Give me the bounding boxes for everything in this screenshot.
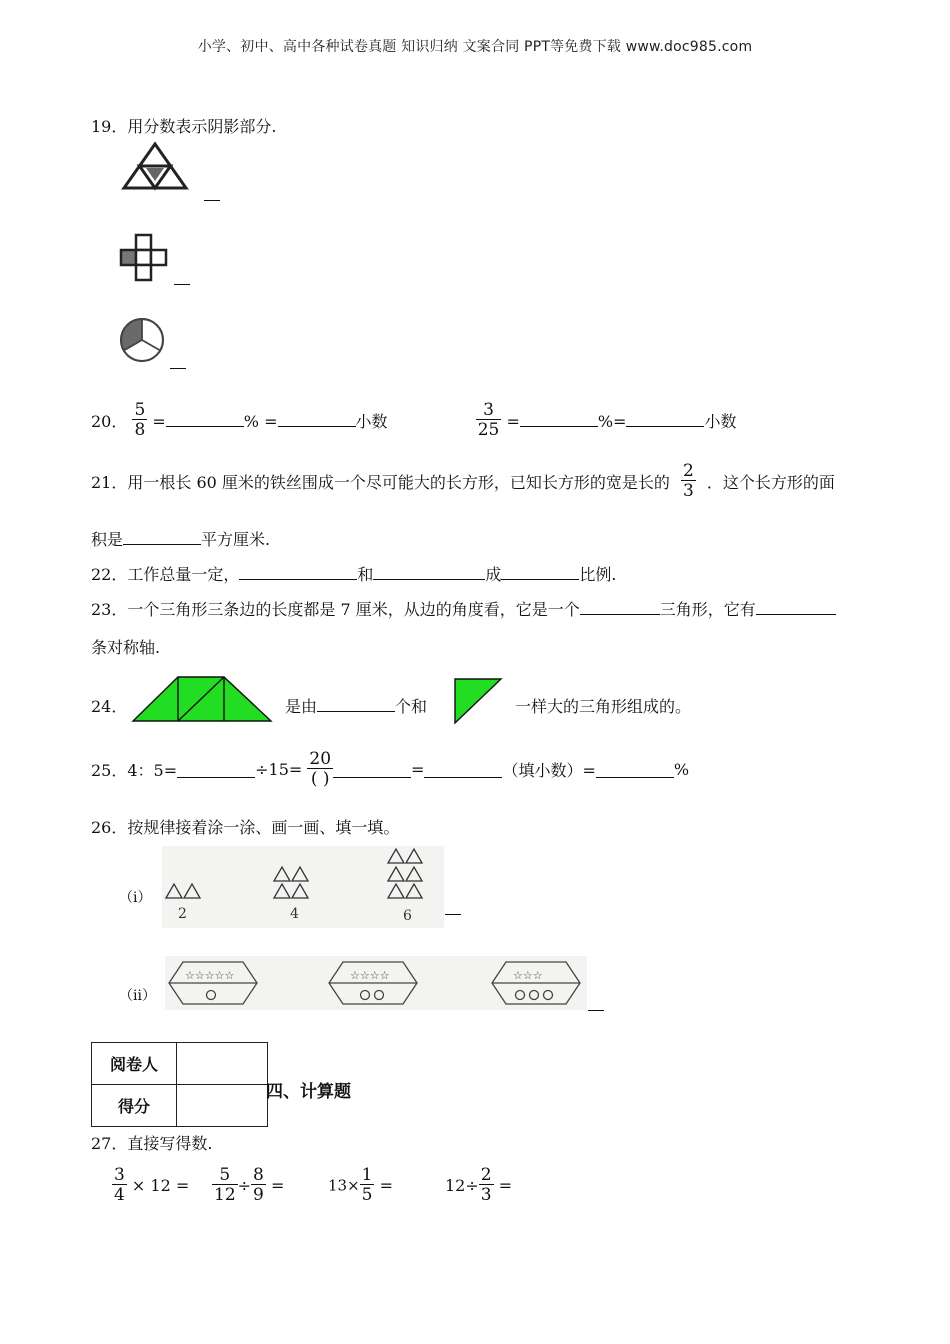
q23-text-b: 三角形，它有 — [659, 600, 756, 619]
q26-text: 26．按规律接着涂一涂、画一画、填一填。 — [91, 818, 400, 837]
q26-i-label: （i） — [119, 890, 152, 906]
q21-line2 — [91, 527, 270, 550]
pct: %= — [597, 412, 627, 431]
fraction-3-4 — [112, 1167, 127, 1204]
q19-answer-3[interactable] — [170, 354, 186, 373]
numerator: 1 — [361, 1165, 373, 1185]
svg-text:☆☆☆☆☆: ☆☆☆☆☆ — [185, 969, 235, 982]
expr-2-rest: = — [270, 1176, 285, 1195]
denominator: 3 — [480, 1185, 492, 1205]
reviewer-cell[interactable] — [177, 1043, 268, 1085]
q25-blank-3[interactable] — [424, 761, 502, 778]
q25-blank-1[interactable] — [177, 761, 255, 778]
percent-blank-2[interactable] — [520, 410, 598, 427]
denominator: 3 — [683, 481, 694, 501]
q24-num: 24． — [91, 697, 128, 716]
numerator: 3 — [476, 402, 502, 420]
q19-text: 19．用分数表示阴影部分. — [91, 117, 277, 136]
q22-text-d: 比例. — [579, 565, 617, 584]
q20-num: 20． — [91, 412, 128, 431]
triangle-figure — [120, 140, 190, 192]
q23-line2: 条对称轴. — [91, 638, 161, 657]
denominator: 25 — [477, 420, 500, 440]
numerator: 2 — [683, 461, 694, 481]
q22-text-a: 22．工作总量一定， — [91, 565, 240, 584]
numerator: 8 — [253, 1165, 264, 1185]
q25 — [91, 751, 689, 788]
decimal-blank-2[interactable] — [626, 410, 704, 427]
q24-text-b: 个和 — [395, 697, 428, 716]
q22-text-c: 成 — [485, 565, 502, 584]
right-triangle-figure — [453, 677, 503, 725]
q23-text-a: 23．一个三角形三条边的长度都是 7 厘米，从边的角度看，它是一个 — [91, 600, 580, 619]
q25-blank-4[interactable] — [596, 761, 674, 778]
sequence-i-panel — [162, 846, 444, 928]
fraction-2-3 — [681, 463, 696, 500]
op: ÷ — [237, 1176, 252, 1195]
q20 — [91, 402, 736, 439]
expr-4-pre: 12÷ — [445, 1176, 479, 1195]
q23-blank-2[interactable] — [756, 598, 836, 615]
q25-text-e: % — [673, 760, 690, 779]
fraction-1-5 — [360, 1167, 375, 1204]
reviewer-label: 阅卷人 — [92, 1043, 177, 1085]
eq: = — [264, 412, 278, 431]
expr-1 — [112, 1167, 189, 1204]
q21-line1 — [91, 463, 835, 500]
q22-blank-1[interactable] — [239, 563, 357, 580]
trapezoid-figure — [130, 674, 274, 724]
score-label: 得分 — [92, 1085, 177, 1127]
q25-text-c: = — [411, 760, 425, 779]
expr-4 — [445, 1167, 512, 1204]
pct: % — [243, 412, 259, 431]
denominator: 8 — [134, 420, 146, 440]
q27-text: 27．直接写得数. — [91, 1134, 213, 1153]
q22 — [91, 562, 617, 585]
q25-blank-2[interactable] — [333, 761, 411, 778]
q26-i-answer[interactable] — [445, 900, 461, 919]
triangle-sequence — [162, 846, 444, 928]
q23-line1 — [91, 597, 836, 620]
pie-figure — [116, 316, 168, 364]
q22-blank-2[interactable] — [373, 563, 485, 580]
q26-ii-answer[interactable] — [588, 996, 604, 1015]
q24-text — [285, 694, 427, 717]
eq: = — [152, 412, 166, 431]
dec: 小数 — [704, 412, 737, 431]
expr-1-rest: × 12 = — [131, 1176, 190, 1195]
expr-4-rest: = — [498, 1176, 513, 1195]
fraction-2-3 — [479, 1167, 494, 1204]
page-header: 小学、初中、高中各种试卷真题 知识归纳 文案合同 PPT等免费下载 www.doc985.com — [197, 39, 753, 55]
fraction-3-25 — [476, 402, 502, 439]
q26-ii-label: （ii） — [119, 988, 156, 1004]
fraction-8-9 — [251, 1167, 266, 1204]
q22-blank-3[interactable] — [501, 563, 579, 580]
seq-label-1: 2 — [178, 906, 187, 922]
q21-text: 21．用一根长 60 厘米的铁丝围成一个尽可能大的长方形，已知长方形的宽是长的 — [91, 473, 670, 492]
numerator: 5 — [212, 1167, 238, 1185]
q19-answer-2[interactable] — [174, 270, 190, 289]
score-table — [91, 1042, 268, 1127]
svg-text:☆☆☆: ☆☆☆ — [513, 969, 543, 982]
expr-3-rest: = — [379, 1176, 393, 1195]
denominator: 12 — [214, 1185, 236, 1205]
denominator: ( ) — [310, 769, 330, 789]
q25-text-a: 25．4：5= — [91, 761, 178, 780]
q19-answer-1[interactable] — [204, 186, 220, 205]
q24-blank[interactable] — [317, 695, 395, 712]
q25-text-b: ÷15= — [255, 760, 303, 779]
numerator: 3 — [114, 1165, 125, 1185]
denominator: 4 — [114, 1185, 125, 1205]
seq-label-3: 6 — [403, 908, 412, 924]
seq-label-2: 4 — [290, 906, 299, 922]
fraction-5-8 — [132, 402, 147, 439]
numerator: 2 — [480, 1165, 492, 1185]
denominator: 9 — [253, 1185, 264, 1205]
denominator: 5 — [361, 1185, 373, 1205]
q21-text-c: 积是 — [91, 530, 124, 549]
q24-text-c: 一样大的三角形组成的。 — [515, 697, 692, 716]
q21-text-d: 平方厘米. — [201, 530, 271, 549]
decimal-blank-1[interactable] — [278, 410, 356, 427]
cross-net-figure — [118, 232, 172, 284]
numerator: 5 — [134, 400, 146, 420]
sequence-ii-panel — [165, 956, 587, 1010]
hexagon-sequence — [165, 956, 587, 1010]
fraction-5-12 — [212, 1167, 238, 1204]
q23-blank-1[interactable] — [580, 598, 660, 615]
score-cell[interactable] — [177, 1085, 268, 1127]
q21-text-b: ．这个长方形的面 — [706, 473, 835, 492]
section-title: 四、计算题 — [266, 1082, 351, 1102]
dec: 小数 — [355, 412, 388, 431]
svg-text:☆☆☆☆: ☆☆☆☆ — [350, 969, 390, 982]
q24-text-a: 是由 — [285, 697, 318, 716]
percent-blank-1[interactable] — [166, 410, 244, 427]
numerator: 20 — [309, 749, 332, 769]
expr-2 — [212, 1167, 284, 1204]
area-blank[interactable] — [123, 528, 201, 545]
q25-text-d: （填小数）= — [502, 761, 596, 780]
fraction-20-blank — [307, 751, 333, 788]
eq: = — [506, 412, 520, 431]
expr-3 — [328, 1167, 393, 1204]
q22-text-b: 和 — [357, 565, 374, 584]
expr-3-pre: 13× — [328, 1176, 360, 1195]
